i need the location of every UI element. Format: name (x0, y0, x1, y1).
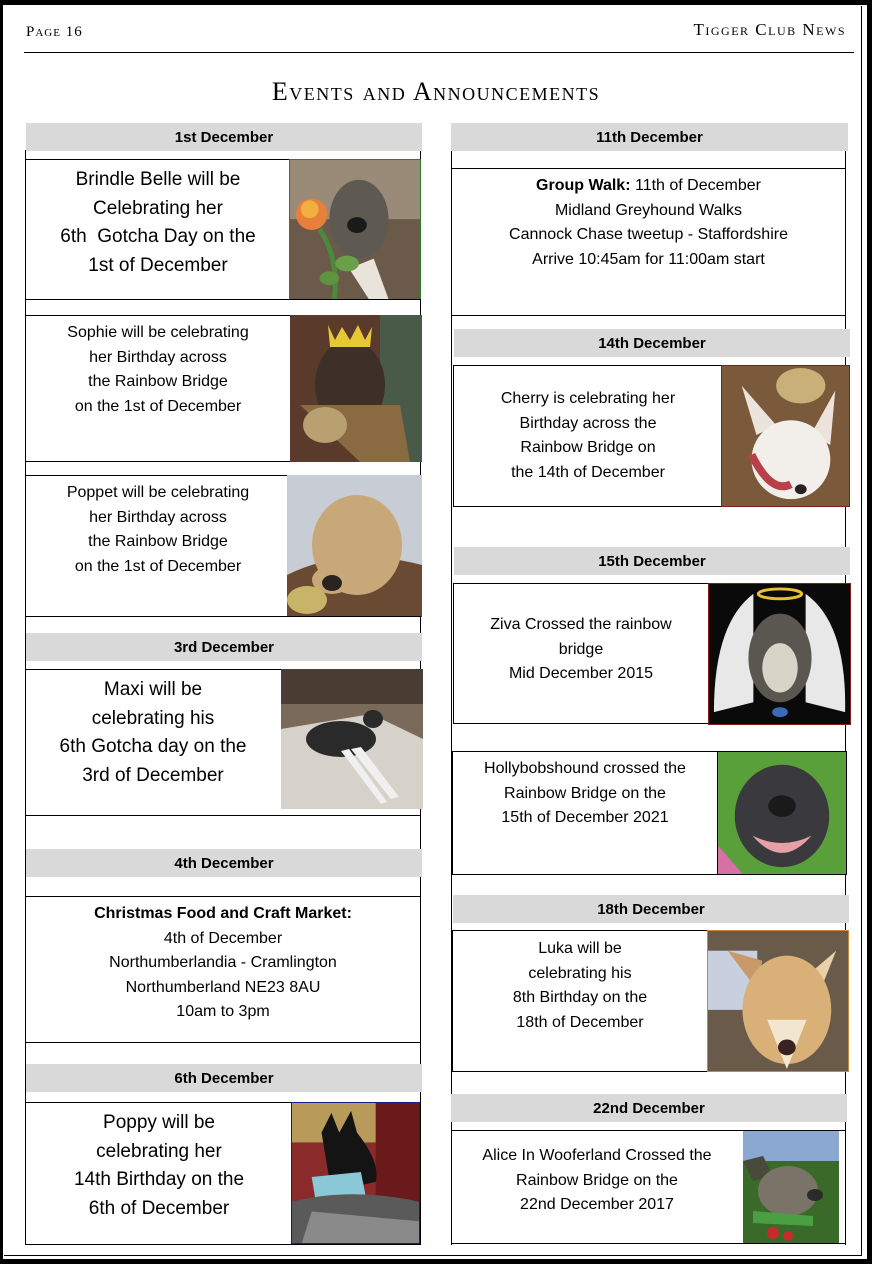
smiling-greyhound-photo (717, 751, 847, 875)
page-title: Events and Announcements (271, 77, 601, 106)
text-line: Rainbow Bridge on the (516, 1171, 678, 1189)
text-line: Hollybobshound crossed the (484, 760, 686, 777)
text-line: 6th Gotcha day on the (59, 736, 247, 757)
golden-dog-photo (707, 930, 849, 1072)
text-line (452, 174, 845, 199)
text-line: her Birthday across (89, 508, 227, 526)
section-heading-3rd-december: 3rd December (26, 633, 422, 661)
brindle-dog-with-rose-photo (289, 159, 421, 300)
text-line: Luka will be (538, 940, 622, 957)
event-text (452, 174, 845, 272)
text-line: 6th Gotcha Day on the (60, 226, 256, 247)
section-heading-6th-december: 6th December (26, 1064, 422, 1092)
announcement-text (26, 166, 290, 280)
text-line: Poppy will be (103, 1112, 215, 1133)
divider (25, 299, 421, 300)
fawn-greyhound-photo (287, 475, 422, 617)
text-line: 6th of December (88, 1197, 230, 1219)
text-line: 4th of December (163, 929, 283, 947)
text-line: 15th of December 2021 (501, 809, 669, 826)
text-line: Mid December 2015 (508, 665, 654, 682)
announcement-text (26, 1109, 292, 1223)
announcement-text (454, 387, 722, 485)
divider (25, 815, 421, 816)
announcement-text (26, 321, 290, 419)
text-line: Ziva Crossed the rainbow (490, 616, 672, 633)
announcement-text (452, 1144, 742, 1218)
text-line: 14th Birthday on the (73, 1169, 245, 1190)
text-line: her Birthday across (89, 348, 227, 366)
text-line: Northumberlandia - Cramlington (109, 954, 337, 971)
text-line: Rainbow Bridge on the (504, 784, 666, 802)
text-line: celebrating his (528, 964, 632, 982)
text-line: 1st of December (88, 254, 228, 276)
angel-dog-photo (708, 583, 851, 725)
text-line: celebrating her (96, 1140, 222, 1162)
text-line: Rainbow Bridge on (520, 439, 656, 456)
text-line: on the 1st of December (74, 397, 242, 415)
event-title: Christmas Food and Craft Market: (94, 905, 352, 922)
section-heading-22nd-december: 22nd December (451, 1094, 847, 1122)
dog-with-crown-photo (290, 315, 422, 462)
text-line: 8th Birthday on the (512, 989, 648, 1006)
section-heading-4th-december: 4th December (26, 849, 422, 877)
section-heading-11th-december: 11th December (451, 123, 848, 151)
text-line: on the 1st of December (74, 557, 242, 575)
page-number: Page 16 (26, 24, 83, 40)
event-title: Group Walk: (536, 177, 631, 194)
text-line: 3rd of December (82, 764, 224, 786)
text-line: Birthday across the (519, 414, 657, 432)
text-line: Alice In Wooferland Crossed the (482, 1147, 712, 1164)
section-heading-1st-december: 1st December (26, 123, 422, 151)
text-line: Cannock Chase tweetup - Staffordshire (509, 226, 788, 243)
text-line: Arrive 10:45am for 11:00am start (532, 250, 765, 268)
black-white-greyhound-photo (281, 669, 423, 809)
text-line: Maxi will be (103, 679, 203, 700)
text-line: Midland Greyhound Walks (554, 201, 743, 219)
newsletter-name: Tigger Club News (693, 20, 846, 39)
text-line: bridge (558, 640, 604, 658)
section-heading-15th-december: 15th December (454, 547, 850, 575)
text-line: 18th of December (516, 1013, 644, 1031)
text-line: the Rainbow Bridge (88, 533, 228, 550)
text-line: 22nd December 2017 (520, 1196, 674, 1213)
announcement-text (453, 937, 707, 1035)
announcement-text (453, 757, 717, 831)
text-line: Sophie will be celebrating (67, 324, 249, 341)
text-line: Poppet will be celebrating (66, 484, 250, 501)
event-text (26, 902, 420, 1025)
section-heading-14th-december: 14th December (454, 329, 850, 357)
text-line: Celebrating her (93, 197, 223, 219)
text-line: Northumberland NE23 8AU (125, 978, 321, 996)
text-line: the Rainbow Bridge (88, 373, 228, 390)
grey-dog-flowers-photo (743, 1131, 839, 1243)
announcement-text (26, 481, 290, 579)
event-date: 11th of December (630, 177, 761, 194)
announcement-text (26, 676, 280, 790)
section-heading-18th-december: 18th December (453, 895, 849, 923)
black-dog-photo (291, 1102, 420, 1244)
text-line: celebrating his (91, 707, 215, 729)
header-rule (24, 52, 854, 53)
white-dog-photo (721, 365, 850, 507)
text-line: Cherry is celebrating her (500, 390, 676, 407)
text-line: 10am to 3pm (176, 1003, 270, 1020)
text-line: Brindle Belle will be (75, 169, 241, 190)
divider (25, 616, 421, 617)
text-line: the 14th of December (511, 463, 665, 481)
announcement-text (454, 613, 708, 687)
